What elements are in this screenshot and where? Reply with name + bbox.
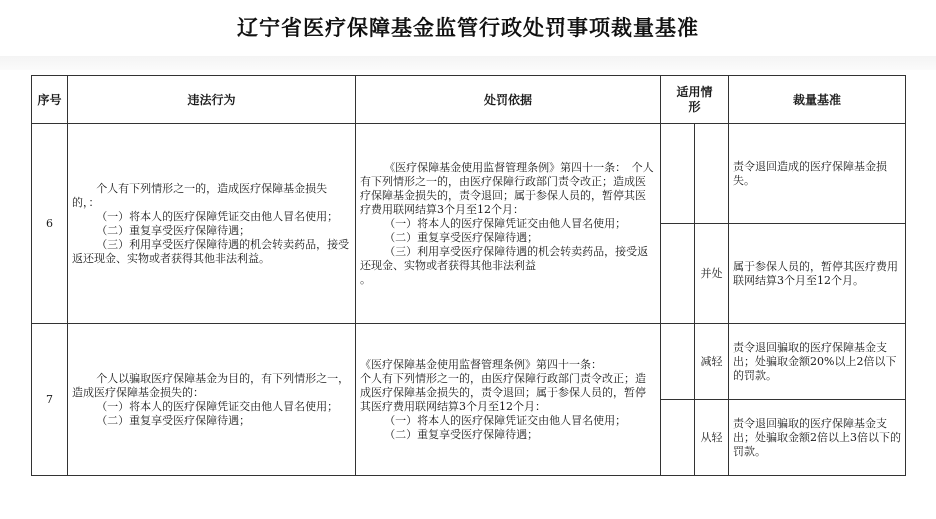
page-title: 辽宁省医疗保障基金监管行政处罚事项裁量基准 — [237, 15, 699, 40]
basis-item: （一）将本人的医疗保障凭证交由他人冒名使用； — [384, 216, 627, 230]
header-row — [32, 76, 906, 124]
applicable-empty — [661, 324, 695, 400]
violation-cell — [68, 324, 356, 476]
violation-item: （二）重复享受医疗保障待遇； — [96, 413, 251, 427]
violation-cell — [68, 124, 356, 324]
basis-text: 个人有下列情形之一的，由医疗保障行政部门责令改正；造成医疗保障基金损失的，责令退回；属于参保人员的，暂停其医疗费用联网结算3个月至12个月： — [360, 371, 646, 413]
basis-text: 《医疗保障基金使用监督管理条例》第四十一条： — [360, 357, 602, 371]
basis-item: （二）重复享受医疗保障待遇； — [384, 230, 539, 244]
violation-item: （三）利用享受医疗保障待遇的机会转卖药品，接受返还现金、实物或者获得其他非法利益。 — [72, 237, 350, 265]
basis-item: （二）重复享受医疗保障待遇； — [384, 427, 539, 441]
basis-cell — [356, 324, 661, 476]
violation-item: （一）将本人的医疗保障凭证交由他人冒名使用； — [96, 209, 339, 223]
header-applicable — [661, 76, 729, 124]
violation-item: （二）重复享受医疗保障待遇； — [96, 223, 251, 237]
header-applicable-line2: 形 — [688, 99, 701, 114]
basis-item: （三）利用享受医疗保障待遇的机会转卖药品，接受返还现金、实物或者获得其他非法利益 — [360, 244, 649, 272]
applicable-empty — [661, 400, 695, 476]
standard-cell: 责令退回造成的医疗保障基金损失。 — [729, 124, 906, 224]
header-band — [0, 56, 936, 70]
applicable-cell: 从轻 — [695, 400, 729, 476]
violation-item: （一）将本人的医疗保障凭证交由他人冒名使用； — [96, 399, 339, 413]
standard-cell: 责令退回骗取的医疗保障基金支出；处骗取金额2倍以上3倍以下的罚款。 — [729, 400, 906, 476]
row-number: 6 — [32, 124, 68, 324]
table-row — [32, 324, 906, 400]
row-number: 7 — [32, 324, 68, 476]
basis-item: 。 — [360, 272, 371, 286]
applicable-cell: 并处 — [695, 224, 729, 324]
basis-item: （一）将本人的医疗保障凭证交由他人冒名使用； — [384, 413, 627, 427]
header-no: 序号 — [32, 76, 68, 124]
basis-text: 《医疗保障基金使用监督管理条例》第四十一条： 个人有下列情形之一的，由医疗保障行政部门责令改正；造成医疗保障基金损失的，责令退回；属于参保人员的，暂停其医疗费用联网结算3个月至12个月： — [360, 160, 654, 216]
header-standard: 裁量基准 — [729, 76, 906, 124]
basis-cell — [356, 124, 661, 324]
applicable-cell — [695, 124, 729, 224]
violation-text: 个人有下列情形之一的，造成医疗保障基金损失的，： — [72, 181, 328, 209]
standard-cell: 责令退回骗取的医疗保障基金支出；处骗取金额20%以上2倍以下的罚款。 — [729, 324, 906, 400]
header-applicable-line1: 适用情 — [676, 84, 713, 99]
applicable-empty — [661, 224, 695, 324]
header-basis: 处罚依据 — [356, 76, 661, 124]
penalty-table — [31, 75, 906, 476]
header-violation: 违法行为 — [68, 76, 356, 124]
applicable-empty — [661, 124, 695, 224]
table-row — [32, 124, 906, 224]
standard-cell: 属于参保人员的，暂停其医疗费用联网结算3个月至12个月。 — [729, 224, 906, 324]
applicable-cell: 减轻 — [695, 324, 729, 400]
violation-text: 个人以骗取医疗保障基金为目的，有下列情形之一，造成医疗保障基金损失的： — [72, 371, 350, 399]
